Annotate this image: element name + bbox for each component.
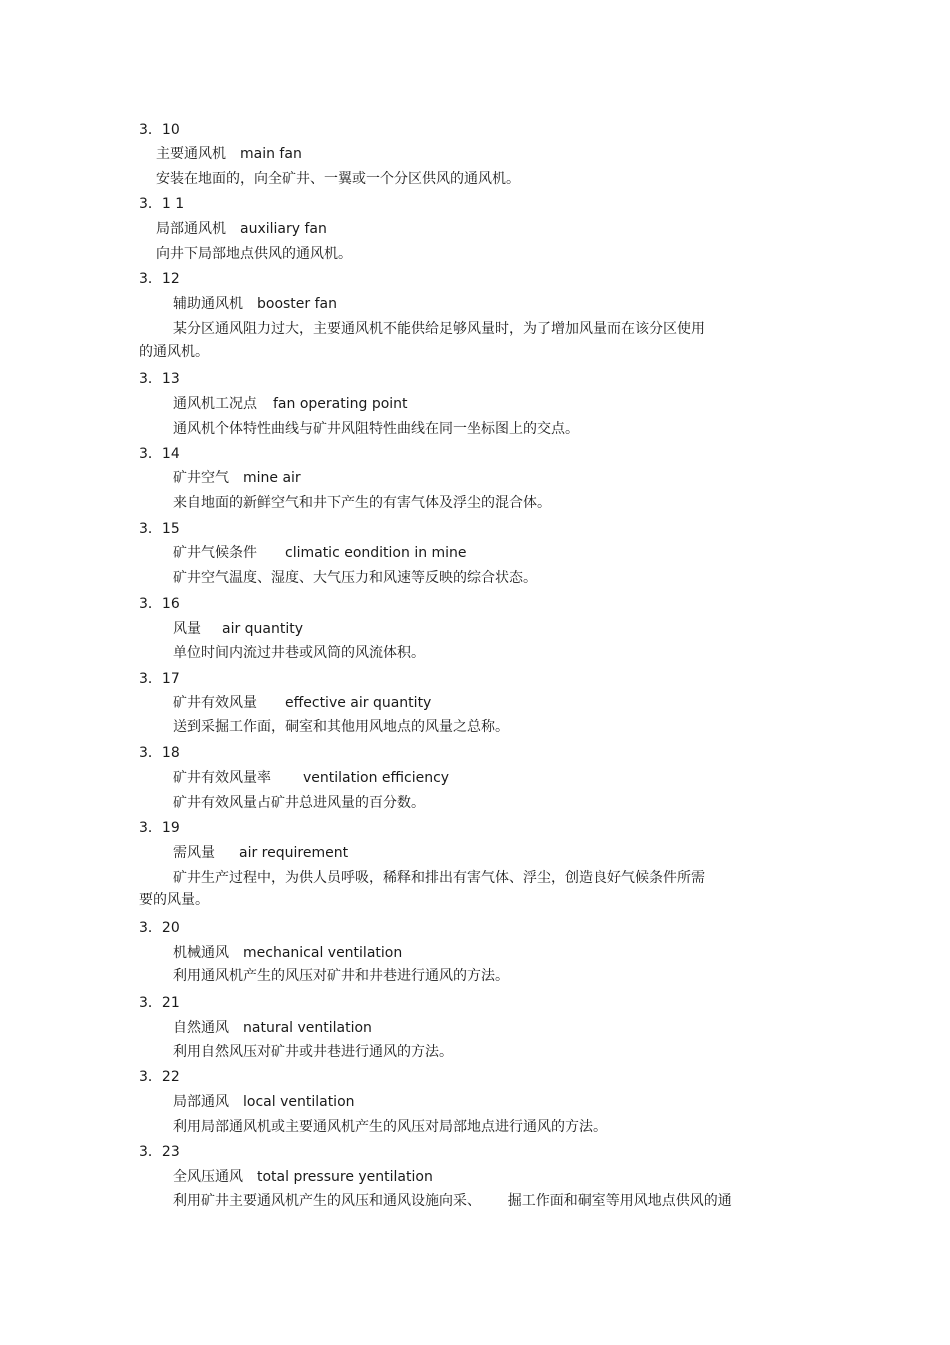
term-definition: 送到采掘工作面，硐室和其他用风地点的风量之总称。	[173, 719, 509, 735]
term-english: climatic eondition in mine	[285, 545, 467, 561]
term-definition: 利用矿井主要通风机产生的风压和通风设施向采、 掘工作面和硐室等用风地点供风的通	[173, 1193, 732, 1209]
term-heading	[173, 395, 408, 413]
term-english: main fan	[240, 146, 302, 162]
term-definition: 利用自然风压对矿井或井巷进行通风的方法。	[173, 1044, 453, 1060]
term-english: mine air	[243, 470, 301, 486]
term-definition-continued: 的通风机。	[139, 344, 209, 360]
entry-number: 3．1 1	[139, 196, 185, 212]
term-heading	[173, 295, 337, 313]
term-chinese: 机械通风	[173, 945, 229, 961]
term-definition: 利用局部通风机或主要通风机产生的风压对局部地点进行通风的方法。	[173, 1119, 607, 1135]
term-english: booster fan	[257, 296, 338, 312]
entry-number: 3．21	[139, 995, 180, 1011]
term-heading	[173, 1168, 433, 1186]
term-heading	[173, 844, 348, 862]
term-heading	[156, 145, 302, 163]
entry-number: 3．23	[139, 1144, 180, 1160]
entry-number: 3．13	[139, 371, 180, 387]
term-english: natural ventilation	[243, 1020, 372, 1036]
term-heading	[173, 1019, 372, 1037]
term-definition: 矿井空气温度、湿度、大气压力和风速等反映的综合状态。	[173, 570, 537, 586]
term-english: mechanical ventilation	[243, 945, 403, 961]
term-definition: 利用通风机产生的风压对矿井和井巷进行通风的方法。	[173, 968, 509, 984]
term-definition: 来自地面的新鲜空气和井下产生的有害气体及浮尘的混合体。	[173, 495, 551, 511]
entry-number: 3．10	[139, 122, 180, 138]
entry-number: 3．12	[139, 271, 180, 287]
term-definition: 矿井有效风量占矿井总进风量的百分数。	[173, 795, 425, 811]
term-english: total pressure yentilation	[257, 1169, 433, 1185]
term-english: ventilation efficiency	[303, 770, 450, 786]
term-english: auxiliary fan	[240, 221, 327, 237]
term-chinese: 局部通风机	[156, 221, 226, 237]
term-heading	[173, 620, 303, 638]
entry-number: 3．17	[139, 671, 180, 687]
entry-number: 3．15	[139, 521, 180, 537]
term-heading	[173, 769, 449, 787]
term-chinese: 全风压通风	[173, 1169, 243, 1185]
term-chinese: 风量	[173, 621, 201, 637]
term-heading	[173, 1093, 355, 1111]
entry-number: 3．14	[139, 446, 180, 462]
term-chinese: 主要通风机	[156, 146, 226, 162]
term-english: local ventilation	[243, 1094, 355, 1110]
term-chinese: 局部通风	[173, 1094, 229, 1110]
term-chinese: 自然通风	[173, 1020, 229, 1036]
term-english: effective air quantity	[285, 695, 432, 711]
term-english: air requirement	[239, 845, 349, 861]
entry-number: 3．16	[139, 596, 180, 612]
term-heading	[173, 694, 431, 712]
term-chinese: 矿井空气	[173, 470, 229, 486]
term-definition: 某分区通风阻力过大，主要通风机不能供给足够风量时，为了增加风量而在该分区使用	[173, 321, 705, 337]
term-chinese: 矿井有效风量	[173, 695, 257, 711]
term-definition: 向井下局部地点供风的通风机。	[156, 246, 352, 262]
term-definition: 单位时间内流过井巷或风筒的风流体积。	[173, 645, 425, 661]
term-english: air quantity	[222, 621, 304, 637]
entry-number: 3．19	[139, 820, 180, 836]
entry-number: 3．18	[139, 745, 180, 761]
term-english: fan operating point	[273, 396, 408, 412]
term-heading	[156, 220, 327, 238]
term-chinese: 矿井有效风量率	[173, 770, 271, 786]
term-chinese: 通风机工况点	[173, 396, 257, 412]
term-heading	[173, 944, 402, 962]
term-heading	[173, 469, 301, 487]
term-definition: 通风机个体特性曲线与矿井风阻特性曲线在同一坐标图上的交点。	[173, 421, 579, 437]
entry-number: 3．20	[139, 920, 180, 936]
term-definition: 矿井生产过程中，为供人员呼吸，稀释和排出有害气体、浮尘，创造良好气候条件所需	[173, 870, 705, 886]
term-definition-continued: 要的风量。	[139, 892, 209, 908]
term-heading	[173, 544, 467, 562]
term-definition: 安装在地面的，向全矿井、一翼或一个分区供风的通风机。	[156, 171, 520, 187]
term-chinese: 矿井气候条件	[173, 545, 257, 561]
term-chinese: 辅助通风机	[173, 296, 243, 312]
term-chinese: 需风量	[173, 845, 215, 861]
entry-number: 3．22	[139, 1069, 180, 1085]
